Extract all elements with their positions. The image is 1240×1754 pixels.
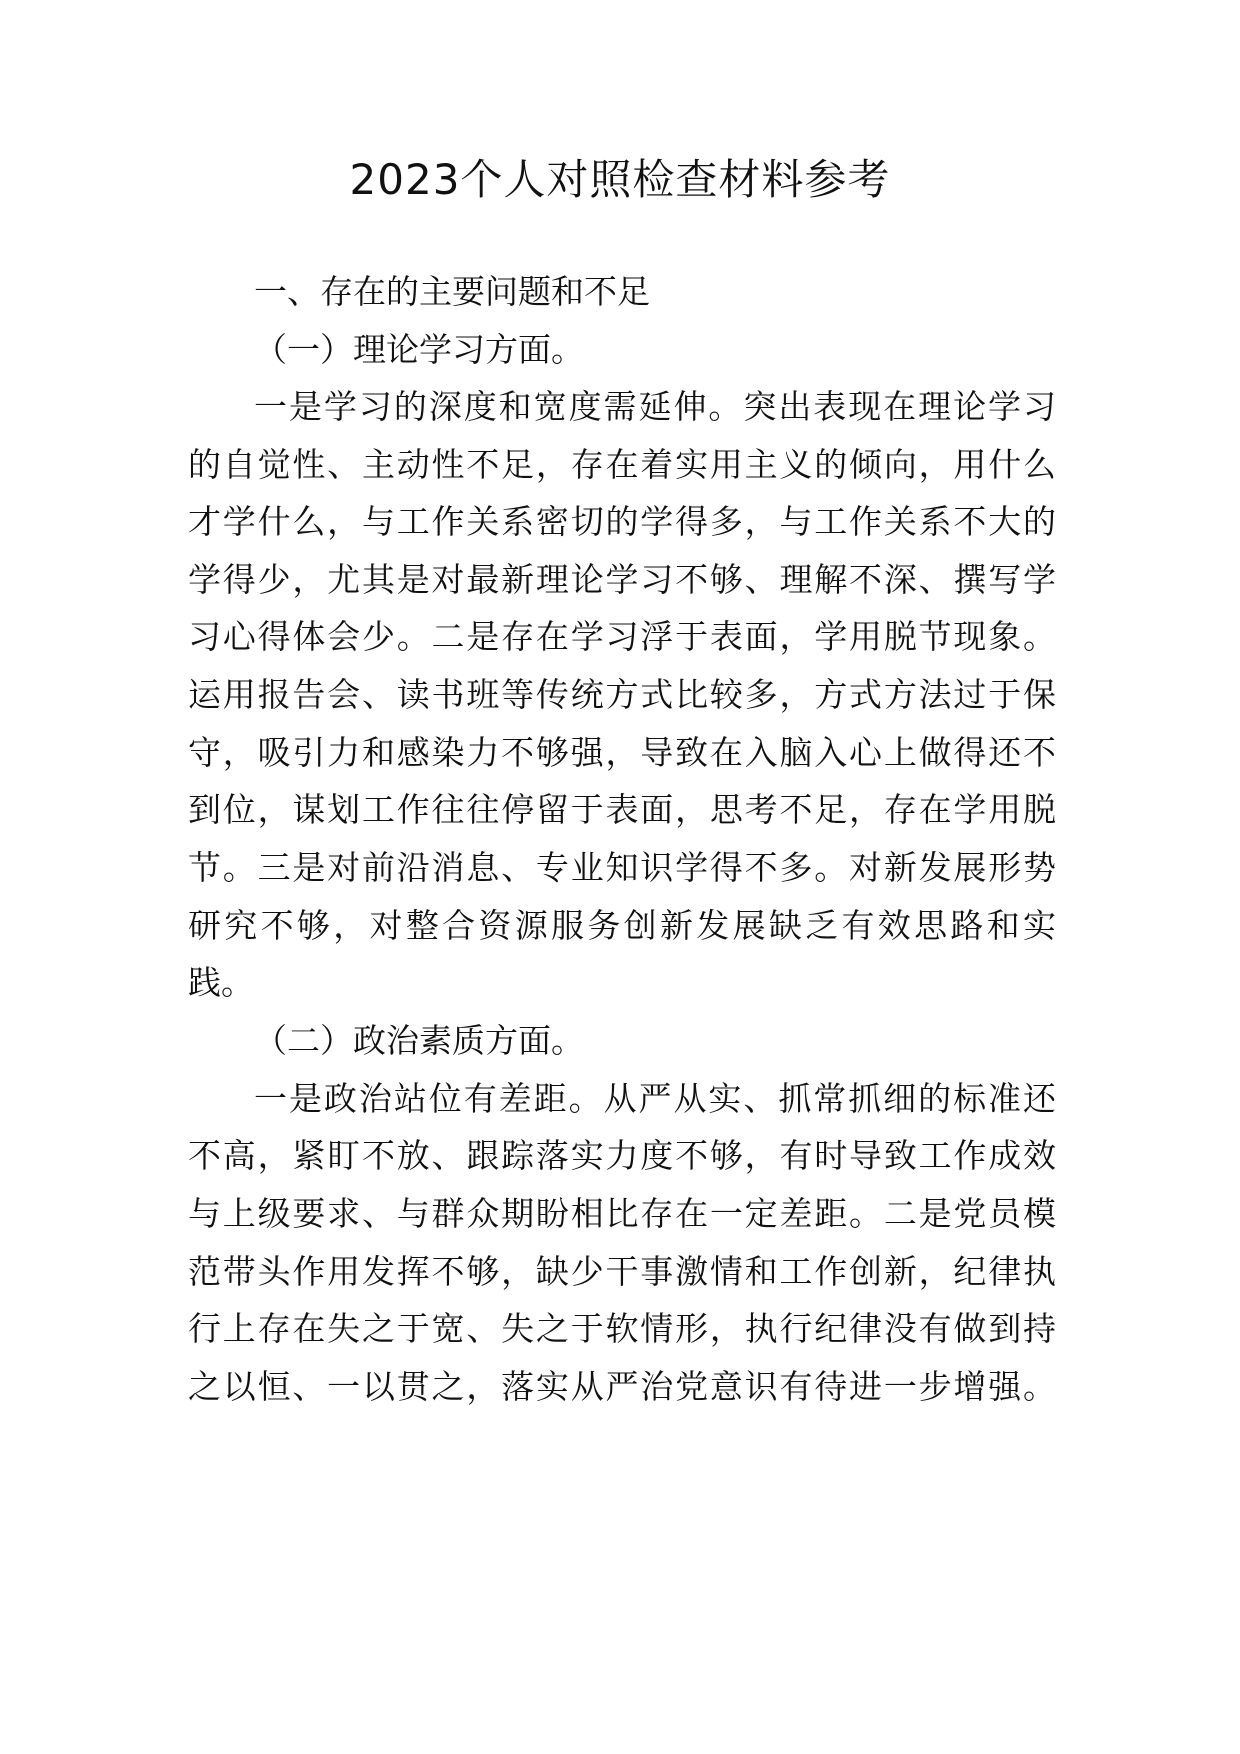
paragraph-line: 践。: [188, 963, 254, 1002]
paragraph-line: 才学什么，与工作关系密切的学得多，与工作关系不大的: [188, 502, 1056, 541]
subsection-heading-theory: （一）理论学习方面。: [254, 330, 584, 369]
paragraph-line: 学得少，尤其是对最新理论学习不够、理解不深、撰写学: [188, 560, 1056, 599]
paragraph-line: 一是学习的深度和宽度需延伸。突出表现在理论学习: [254, 387, 1056, 426]
paragraph-line: 研究不够，对整合资源服务创新发展缺乏有效思路和实: [188, 906, 1056, 945]
paragraph-line: 范带头作用发挥不够，缺少干事激情和工作创新，纪律执: [188, 1252, 1056, 1291]
subsection-heading-politics: （二）政治素质方面。: [254, 1021, 584, 1060]
paragraph-line: 不高，紧盯不放、跟踪落实力度不够，有时导致工作成效: [188, 1136, 1056, 1175]
paragraph-line: 节。三是对前沿消息、专业知识学得不多。对新发展形势: [188, 848, 1056, 887]
paragraph-line: 行上存在失之于宽、失之于软情形，执行纪律没有做到持: [188, 1309, 1056, 1348]
paragraph-line: 到位，谋划工作往往停留于表面，思考不足，存在学用脱: [188, 790, 1056, 829]
paragraph-line: 习心得体会少。二是存在学习浮于表面，学用脱节现象。: [188, 617, 1056, 656]
paragraph-line: 与上级要求、与群众期盼相比存在一定差距。二是党员模: [188, 1194, 1056, 1233]
paragraph-line: 的自觉性、主动性不足，存在着实用主义的倾向，用什么: [188, 445, 1056, 484]
paragraph-line: 一是政治站位有差距。从严从实、抓常抓细的标准还: [254, 1079, 1056, 1118]
paragraph-line: 之以恒、一以贯之，落实从严治党意识有待进一步增强。: [188, 1367, 1056, 1406]
paragraph-line: 运用报告会、读书班等传统方式比较多，方式方法过于保: [188, 675, 1056, 714]
paragraph-line: 守，吸引力和感染力不够强，导致在入脑入心上做得还不: [188, 733, 1056, 772]
section-heading-problems: 一、存在的主要问题和不足: [254, 272, 650, 311]
document-title: 2023个人对照检查材料参考: [349, 155, 891, 204]
